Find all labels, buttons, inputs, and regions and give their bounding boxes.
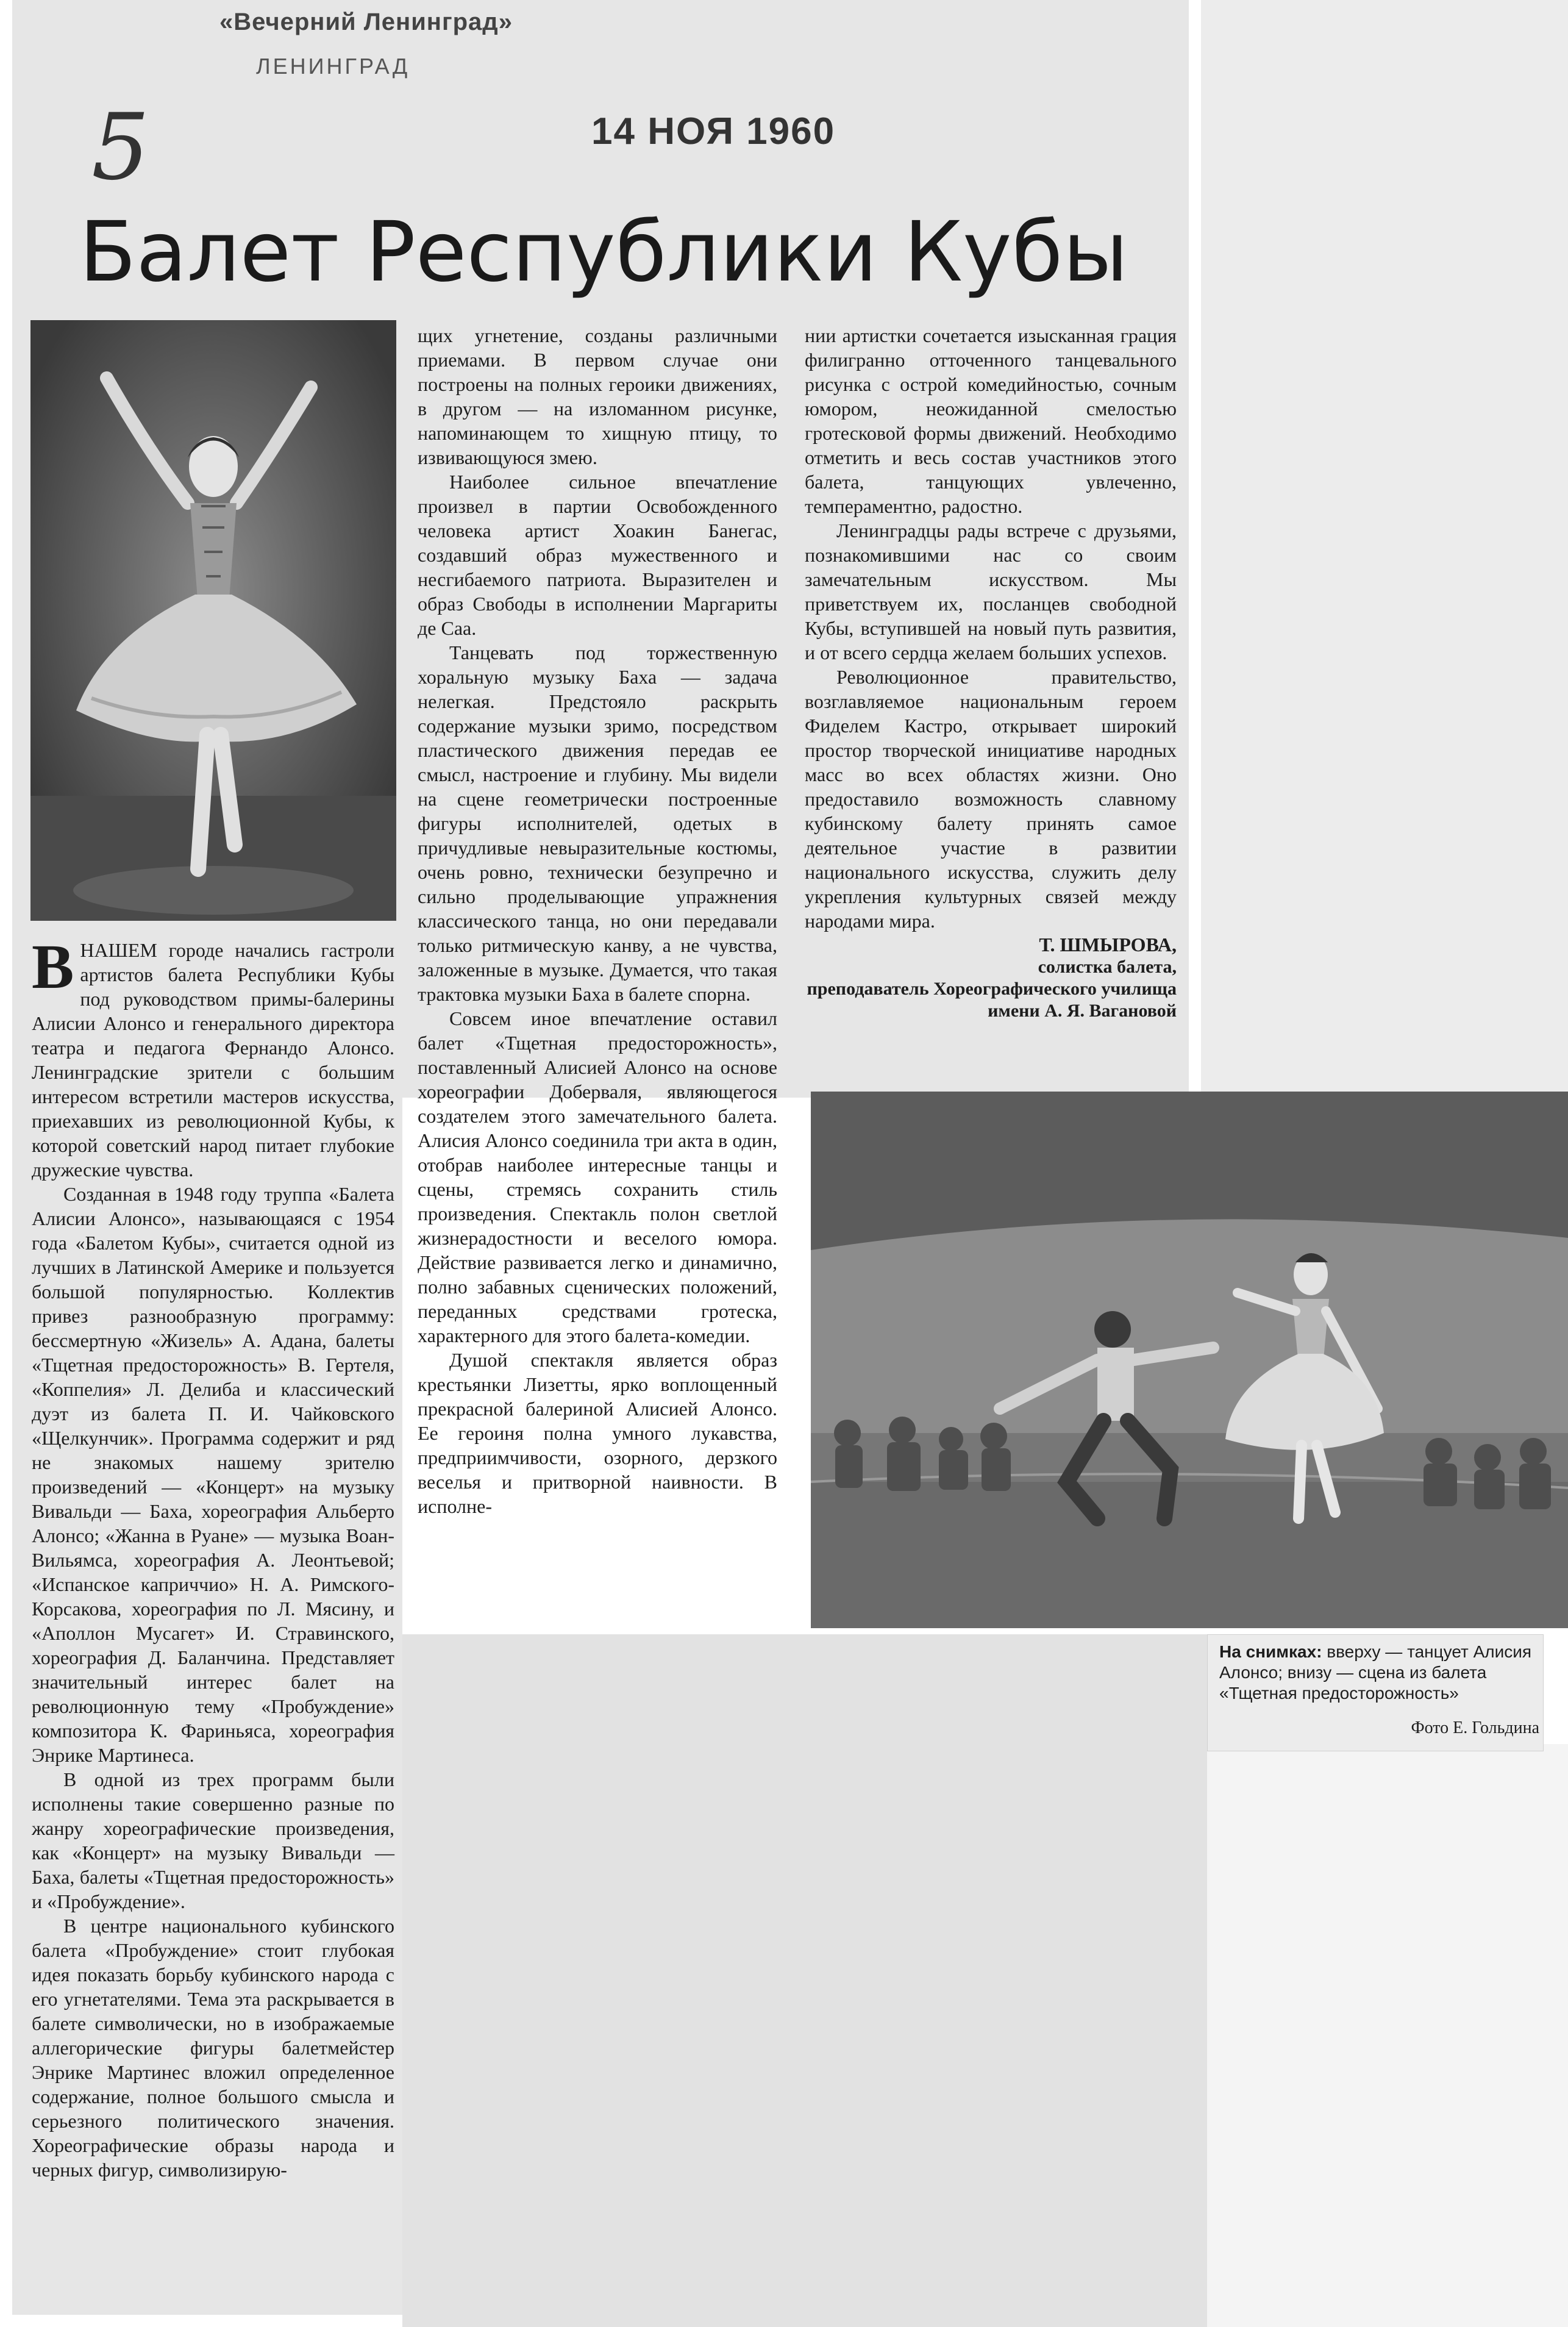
photo-ballet-scene [811, 1092, 1568, 1628]
author-title: имени А. Я. Вагановой [988, 1001, 1177, 1021]
paragraph: Созданная в 1948 году труппа «Балета Алисии Алонсо», называющаяся с 1954 года «Балетом Кубы», считается одной из лучших в Латинской Америке и пользуется большой популярностью. Коллектив привез разнообразную программу: бессмертную «Жизель» А. Адана, балеты «Тщетная предосторожность» В. Гертеля, «Коппелия» Л. Делиба и классический дуэт из балета П. И. Чайковского «Щелкунчик». Программа содержит и ряд не знакомых нашему зрителю произведений — «Концерт» на музыку Вивальди — Баха, хореография Альберто Алонсо; «Жанна в Руане» — музыка Воан-Вильямса, хореография А. Леонтьевой; «Испанское каприччио» Н. А. Римского-Корсакова, хореография по Л. Мясину, и «Аполлон Мусагет» И. Стравинского, хореография Д. Баланчина. Представляет значительный интерес балет на революционную тему «Пробуждение» композитора К. Фариньяса, хореография Энрике Мартинеса. [32, 1183, 394, 1766]
article-column-1 [32, 932, 394, 2182]
paragraph: Революционное правительство, возглавляемое национальным героем Фиделем Кастро, открывает широкий простор творческой инициативе народных масс во всех областях жизни. Оно предоставило возможность славному кубинскому балету принять самое деятельное участие в развитии национального искусства, служить делу укрепления культурных связей между народами мира. [805, 666, 1177, 932]
paragraph: Душой спектакля является образ крестьянки Лизетты, ярко воплощенный прекрасной балериной Алисией Алонсо. Ее героиня полна умного лукавства, предприимчивости, озорного, дерзкого веселья и притворной наивности. В исполне- [418, 1349, 777, 1517]
paragraph: Ленинградцы рады встрече с друзьями, познакомившими нас со своим замечательным искусством. Мы приветствуем их, посланцев свободной Кубы, вступившей на новый путь развития, и от всего сердца желаем больших успехов. [805, 520, 1177, 663]
photo-credit: Фото Е. Гольдина [1411, 1718, 1539, 1737]
paragraph: В центре национального кубинского балета «Пробуждение» стоит глубокая идея показать борьбу кубинского народа с его угнетателями. Тема эта раскрывается в балете символически, но в изображаемые аллегорические фигуры балетмейстер Энрике Мартинес вложил определенное содержание, полное большого смысла и серьезного политического значения. Хореографические образы народа и черных фигур, символизирую- [32, 1915, 394, 2181]
photo-ballerina [30, 320, 396, 921]
background-panel [1201, 1744, 1568, 2327]
paragraph: Совсем иное впечатление оставил балет «Тщетная предосторожность», поставленный Алисией Алонсо на основе хореографии Доберваля, являющегося создателем этого замечательного балета. Алисия Алонсо соединила три акта в один, отобрав наиболее интересные танцы и сцены, стремясь сохранить стиль произведения. Спектакль полон светлой жизнерадостности и веселого юмора. Действие развивается легко и динамично, полно забавных сценических положений, переданных средствами гротеска, характерного для этого балета-комедии. [418, 1007, 777, 1346]
author-title: преподаватель Хореографического училища [807, 979, 1177, 999]
lead-paragraph [32, 932, 394, 1182]
author-title: солистка балета, [1038, 957, 1177, 977]
caption-text: вверху — танцует Алисия Алонсо; внизу — сцена из балета «Тщетная предосторожность» [1219, 1642, 1532, 1703]
ballet-scene-illustration [811, 1092, 1568, 1628]
drop-cap: В [32, 932, 74, 1002]
paragraph: Танцевать под торжественную хоральную музыку Баха — задача нелегкая. Предстояло раскрыть содержание музыки зримо, посредством пластического движения передав ее смысл, настроение и глубину. Мы видели на сцене геометрически построенные фигуры исполнителей, одетых в причудливые невыразительные костюмы, очень ровно, технически безупречно и сильно проделывающие упражнения классического танца, но они передавали только ритмическую канву, а не чувства, заложенные в музыке. Думается, что такая трактовка музыки Баха в балете спорна. [418, 642, 777, 1005]
paragraph: В одной из трех программ были исполнены такие совершенно разные по жанру хореографические произведения, как «Концерт» на музыку Вивальди — Баха, балеты «Тщетная предосторожность» и «Пробуждение». [32, 1768, 394, 1912]
paragraph: щих угнетение, созданы различными приемами. В первом случае они построены на полных героики движениях, в другом — на изломанном рисунке, напоминающем то хищную птицу, то извивающуюся змею. [418, 324, 777, 468]
city-stamp: ЛЕНИНГРАД [256, 54, 410, 79]
caption-label: На снимках: [1219, 1642, 1322, 1661]
paragraph: нии артистки сочетается изысканная грация филигранно отточенного танцевального рисунка с острой комедийностью, сочным юмором, неожиданной смелостью гротесковой формы движений. Необходимо отметить и весь состав участников этого балета, танцующих увлеченно, темпераментно, радостно. [805, 324, 1177, 517]
ballerina-illustration [30, 320, 396, 921]
author-name: Т. ШМЫРОВА, [1039, 934, 1177, 956]
photo-caption [1219, 1642, 1536, 1704]
paragraph: Наиболее сильное впечатление произвел в партии Освобожденного человека артист Хоакин Банегас, создавший образ мужественного и несгибаемого патриота. Выразителен и образ Свободы в исполнении Маргариты де Саа. [418, 471, 777, 639]
article-headline: Балет Республики Кубы [79, 204, 1128, 301]
article-column-3 [805, 323, 1177, 1022]
masthead-stamp: «Вечерний Ленинград» [219, 9, 513, 35]
background-panel [402, 1634, 1207, 2327]
handwritten-number: 5 [91, 95, 150, 201]
lead-paragraph-text: НАШЕМ городе начались гастроли артистов балета Республики Кубы под руководством примы-балерины Алисии Алонсо и генерального директора театра и педагога Фернандо Алонсо. Ленинградские зрители с большим интересом встретили мастеров искусства, приехавших из революционной Кубы, к которой советский народ питает глубокие дружеские чувства. [32, 939, 394, 1181]
date-stamp: 14 НОЯ 1960 [591, 110, 836, 152]
article-column-2 [418, 323, 777, 1518]
background-panel [1201, 0, 1568, 1098]
